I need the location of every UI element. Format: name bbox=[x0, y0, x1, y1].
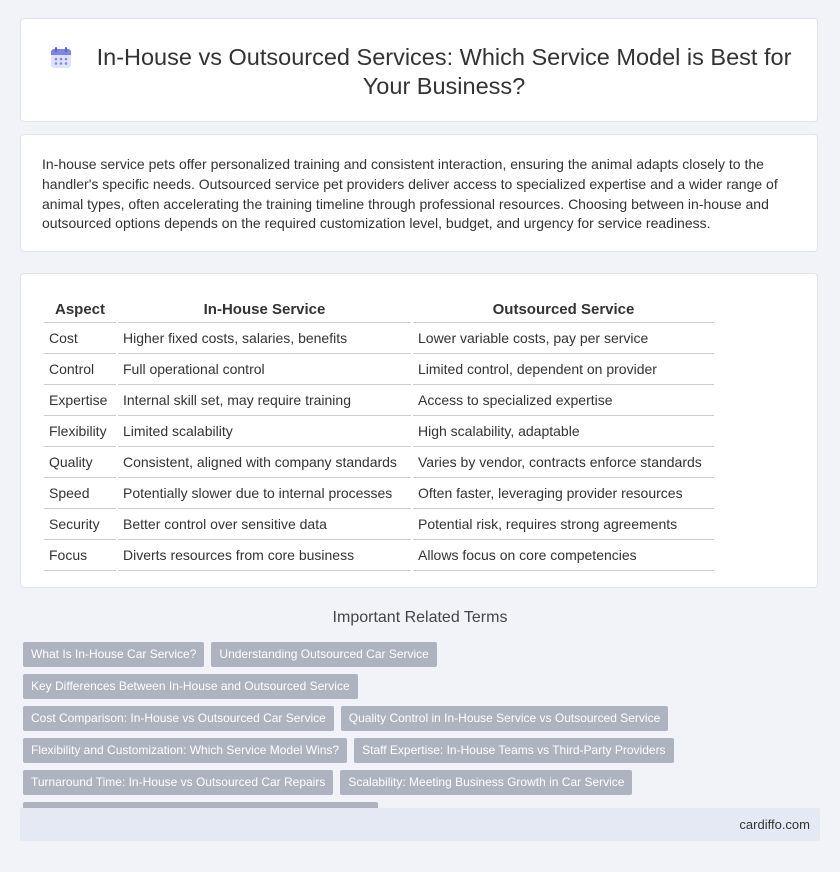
header-outsourced: Outsourced Service bbox=[413, 296, 714, 323]
table-row bbox=[44, 416, 714, 447]
table-row bbox=[44, 385, 714, 416]
page-title: In-House vs Outsourced Services: Which Service Model is Best for Your Business? bbox=[96, 44, 792, 99]
related-term-link[interactable]: Quality Control in In-House Service vs Outsourced Service bbox=[341, 706, 668, 731]
cell-aspect: Cost bbox=[44, 323, 116, 354]
footer-site-link[interactable]: cardiffo.com bbox=[739, 817, 810, 832]
intro-card bbox=[20, 134, 818, 252]
footer bbox=[20, 808, 820, 841]
cell-in-house: Potentially slower due to internal processes bbox=[118, 478, 411, 509]
cell-outsourced: Access to specialized expertise bbox=[413, 385, 714, 416]
cell-outsourced: High scalability, adaptable bbox=[413, 416, 714, 447]
cell-in-house: Higher fixed costs, salaries, benefits bbox=[118, 323, 411, 354]
cell-outsourced: Lower variable costs, pay per service bbox=[413, 323, 714, 354]
cell-in-house: Internal skill set, may require training bbox=[118, 385, 411, 416]
table-row bbox=[44, 323, 714, 354]
cell-outsourced: Often faster, leveraging provider resources bbox=[413, 478, 714, 509]
cell-outsourced: Varies by vendor, contracts enforce standards bbox=[413, 447, 714, 478]
cell-in-house: Better control over sensitive data bbox=[118, 509, 411, 540]
related-term-link[interactable]: What Is In-House Car Service? bbox=[23, 642, 204, 667]
cell-aspect: Control bbox=[44, 354, 116, 385]
cell-outsourced: Potential risk, requires strong agreements bbox=[413, 509, 714, 540]
cell-in-house: Limited scalability bbox=[118, 416, 411, 447]
header-in-house: In-House Service bbox=[118, 296, 411, 323]
related-term-link[interactable]: Scalability: Meeting Business Growth in Car Service bbox=[340, 770, 632, 795]
related-term-link[interactable]: Flexibility and Customization: Which Service Model Wins? bbox=[23, 738, 347, 763]
table-row bbox=[44, 509, 714, 540]
table-row bbox=[44, 354, 714, 385]
header-card bbox=[20, 18, 818, 122]
calendar-icon bbox=[49, 46, 73, 70]
cell-aspect: Security bbox=[44, 509, 116, 540]
cell-aspect: Speed bbox=[44, 478, 116, 509]
table-row bbox=[44, 478, 714, 509]
cell-aspect: Flexibility bbox=[44, 416, 116, 447]
related-term-link[interactable]: Understanding Outsourced Car Service bbox=[211, 642, 436, 667]
cell-in-house: Full operational control bbox=[118, 354, 411, 385]
related-term-link[interactable]: Turnaround Time: In-House vs Outsourced Car Repairs bbox=[23, 770, 333, 795]
related-terms-title: Important Related Terms bbox=[332, 609, 508, 626]
table-row bbox=[44, 540, 714, 571]
related-term-link[interactable]: Cost Comparison: In-House vs Outsourced Car Service bbox=[23, 706, 334, 731]
cell-in-house: Diverts resources from core business bbox=[118, 540, 411, 571]
cell-aspect: Focus bbox=[44, 540, 116, 571]
related-term-link[interactable]: Key Differences Between In-House and Outsourced Service bbox=[23, 674, 358, 699]
related-term-link[interactable]: Staff Expertise: In-House Teams vs Third-Party Providers bbox=[354, 738, 673, 763]
table-row bbox=[44, 447, 714, 478]
intro-text: In-house service pets offer personalized training and consistent interaction, ensuring the animal adapts closely to the handler's specific needs. Outsourced service pet providers deliver access to specialized expertise and a wider range of animal types, often accelerating the training timeline through professional resources. Choosing between in-house and outsourced options depends on the required customization level, budget, and urgency for service readiness. bbox=[42, 156, 778, 232]
cell-aspect: Expertise bbox=[44, 385, 116, 416]
header-aspect: Aspect bbox=[44, 296, 116, 323]
table-header-row bbox=[44, 296, 714, 323]
cell-aspect: Quality bbox=[44, 447, 116, 478]
cell-in-house: Consistent, aligned with company standards bbox=[118, 447, 411, 478]
cell-outsourced: Limited control, dependent on provider bbox=[413, 354, 714, 385]
related-terms-list bbox=[23, 642, 783, 834]
cell-outsourced: Allows focus on core competencies bbox=[413, 540, 714, 571]
comparison-card bbox=[20, 273, 818, 588]
comparison-table bbox=[42, 296, 716, 571]
